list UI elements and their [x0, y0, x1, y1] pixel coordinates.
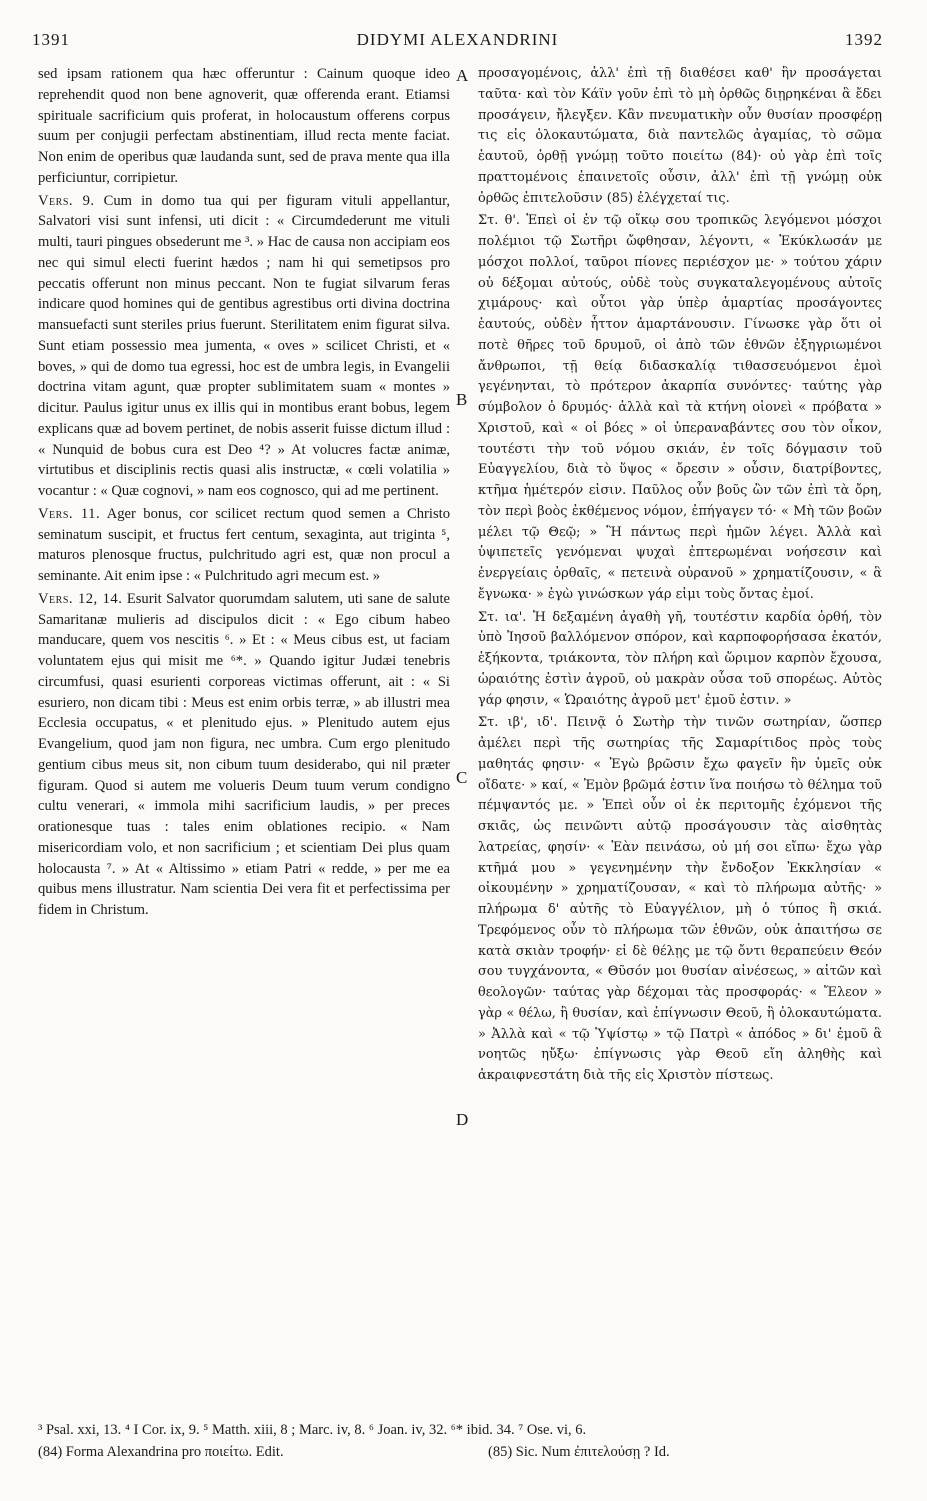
- verse-label: Στ. ιβ', ιδ'.: [478, 715, 558, 731]
- note-84: (84) Forma Alexandrina pro ποιείτω. Edit.: [38, 1444, 284, 1460]
- greek-paragraph-3: [478, 608, 882, 712]
- verse-label: Στ. ια'.: [478, 609, 527, 625]
- page-header: [32, 30, 883, 54]
- verse-label: Στ. θ'.: [478, 213, 521, 229]
- greek-paragraph-text: Ἐπεὶ οἱ ἐν τῷ οἴκῳ σου τροπικῶς λεγόμενοι μόσχοι πολέμιοι τῷ Σωτῆρι ὤφθησαν, λέγοντι, « Ἐκύκλωσάν με μόσχοι πολλοί, ταῦροι πίονες περιέσχον με· » τούτου χάριν οὐ δέξομαι αὐτούς, οὐδὲ τοὺς συγκαταλεγομένους αὐτοῖς χιμάρους· καὶ οὗτοι γὰρ ὑπὲρ ἁμαρτίας προσάγοντες ἑαυτούς, οὐδὲν ἧττον ἁμαρτάνουσιν. Γίνωσκε γὰρ ὅτι οἱ ποτὲ θῆρες τοῦ δρυμοῦ, οἱ ἀπὸ τῶν ἐθνῶν ἐξηγριωμένοι ἄνθρωποι, τῇ θείᾳ διδασκαλίᾳ τιθασσευόμενοι ἐμοὶ γεγένηνται, τὸ πρότερον ἀκαρπία συνόντες· ταύτης γὰρ σύμβολον ὁ δρυμός· ἀλλὰ καὶ τὰ κτήνη οἱονεὶ « πρόβατα » Χριστοῦ, καὶ « οἱ βόες » οἱ ὑπεραναβάντες σου τὸν οἶκον, τουτέστι τὴν τοῦ νόμου σκιάν, ἐν τοῖς δόγμασιν τοῦ Εὐαγγελίου, διὰ τὸ ὕψος « ὄρεσιν » οὖσιν, διατρίβοντες, κτῆμα ἡμέτερόν εἰσιν. Παῦλος οὖν βοῦς ὢν τῶν ἐπὶ τὰ ὄρη, τὸν περὶ βοὸς ἐκθέμενος νόμον, ἐπήγαγεν τό· « Μὴ τῶν βοῶν μέλει τῷ Θεῷ; » Ἢ πάντως περὶ ἡμῶν λέγει. Ἀλλὰ καὶ ὑψιπετεῖς γενόμεναι ψυχαὶ ἐπτερωμέναι νοήσεσιν καὶ ἐνεργείαις ὀρθαῖς, « πετεινὰ οὐρανοῦ » χρηματίζουσιν, « ἃ ἔγνωκα· » ἐγὼ γινώσκων γάρ εἰμι τοὺς ὄντας ἐμοί.: [478, 213, 882, 602]
- verse-label: Vers. 9.: [38, 192, 95, 209]
- margin-marker-c: C: [456, 768, 468, 787]
- page-number-left: 1391: [32, 30, 70, 49]
- greek-column: [478, 64, 882, 1384]
- latin-paragraph-text: Esurit Salvator quorumdam salutem, uti sane de salute Samaritanæ mulieris ad discipulos dicit : « Ego cibum habeo manducare, quem vos nescitis ⁶. » Et : « Meus cibus est, ut faciam voluntatem ejus qui misit me ⁶*. » Quando igitur Judæi tenebris circumfusi, quasi esurienti corporeas victimas offerunt, ait : « Si esuriero, non dicam tibi : Meus est enim orbis terræ, » ab illustri mea Ecclesia occupatus, « et plenitudo ejus. » Plenitudo autem ejus Evangelium, quod jam non figura, nec umbra. Cum ergo plenitudo gentium cibus meus sit, non cibum tuum desiderabo, qui nil præter figuram. Quod si autem me volueris Deum tuum verum condigno cultu venerari, « immola mihi sacrificium laudis, » per preces orationesque tuas : tales enim oblationes recipio. « Nam misericordiam volo, et non sacrificium ; et scientiam Dei plus quam holocausta ⁷. » At « Altissimo » etiam Patri « redde, » per me ea quibus mens illustratur. Nam scientia Dei vera fit et perfectissima per fidem in Christum.: [38, 590, 450, 918]
- latin-paragraph-4: [38, 589, 450, 921]
- greek-paragraph-4: [478, 713, 882, 1087]
- latin-paragraph-1: sed ipsam rationem qua hæc offeruntur : Cainum quoque ideo reprehendit quod non bene agnoverit, quæ offerenda erant. Etiamsi spirituale sacrificium quis proferat, in holocaustum offerens corpus suum per conjugii perfectam abstinentiam, illud recta mente faciat. Non enim de operibus quæ laudanda sunt, sed de prava mente qua illa perficiuntur, corripietur.: [38, 66, 450, 186]
- margin-marker-a: A: [456, 66, 469, 85]
- verse-label: Vers. 12, 14.: [38, 590, 123, 607]
- greek-paragraph-text: Πεινᾷ ὁ Σωτὴρ τὴν τινῶν σωτηρίαν, ὥσπερ ἀμέλει περὶ τῆς σωτηρίας τῆς Σαμαρίτιδος πρὸς τοὺς μαθητάς φησιν· « Ἐγὼ βρῶσιν ἔχω φαγεῖν ἣν ὑμεῖς οὐκ οἴδατε· » καί, « Ἐμὸν βρῶμά ἐστιν ἵνα ποιήσω τὸ θέλημα τοῦ πέμψαντός με. » Ἐπεὶ οὖν οἱ ἐκ περιτομῆς ἐχόμενοι τῆς σκιᾶς, ὡς πεινῶντι αὐτῷ προσάγουσιν τὰς αἰσθητὰς λατρείας, φησίν· « Ἐὰν πεινάσω, οὐ μή σοι εἴπω· ἔχω γὰρ κτῆμά μου » γεγενημένην τὴν ἔνδοξον Ἐκκλησίαν « οἰκουμένην » χρηματίζουσαν, « καὶ τὸ πλήρωμα αὐτῆς· » πλήρωμα δ' αὐτῆς τὸ Εὐαγγέλιον, μὴ ὁ τύπος ἢ σκιά. Τρεφόμενος οὖν τὸ πλήρωμα τῶν ἐθνῶν, οὐκ ἀπαιτήσω σε κατὰ σκιὰν τροφήν· εἰ δὲ θέλῃς με τῷ ὄντι θεραπεύειν Θεόν σου τυγχάνοντα, « Θῦσόν μοι θυσίαν αἰνέσεως, » αἰτῶν καὶ θεολογῶν· ταύτας γὰρ δέχομαι τὰς προσφοράς· « Ἔλεον » γὰρ « θέλω, ἢ θυσίαν, καὶ ἐπίγνωσιν Θεοῦ, ἢ ὁλοκαυτώματα. » Ἀλλὰ καὶ « τῷ Ὑψίστῳ » τῷ Πατρὶ « ἀπόδος » δι' ἐμοῦ ἃ νοητῶς ηὔξω· ἐπίγνωσις γὰρ Θεοῦ εἴη ἀληθὴς καὶ ἀκραιφνεστάτη διὰ τῆς εἰς Χριστὸν πίστεως.: [478, 715, 882, 1083]
- verse-label: Vers. 11.: [38, 505, 101, 522]
- margin-marker-b: B: [456, 390, 468, 409]
- greek-paragraph-2: [478, 211, 882, 605]
- note-85: (85) Sic. Num ἐπιτελούσῃ ? Id.: [488, 1444, 670, 1460]
- footnote-references: ³ Psal. xxi, 13. ⁴ I Cor. ix, 9. ⁵ Matth. xiii, 8 ; Marc. iv, 8. ⁶ Joan. iv, 32. ⁶* ibid. 34. ⁷ Ose. vi, 6.: [38, 1422, 587, 1438]
- latin-paragraph-text: Cum in domo tua qui per figuram vituli appellantur, Salvatori visi sunt infensi, uti dicit : « Circumdederunt me vituli multi, tauri pingues obsederunt me ³. » Hac de causa non accipiam eos nec qui simul electi fuerint hædos ; nam hi qui semetipsos pro peccatis offerunt non minus peccant. Non te fugiat silvarum feras indicare quod homines qui de gentibus agrestibus orti divina doctrina mansuefacti sunt steriles prius fuerunt. Sterilitatem enim figurat silva. Sunt etiam possessio mea jumenta, « oves » scilicet Christi, et « boves, » qui de domo tua egressi, hoc est de umbra legis, in Evangelii doctrina vitam agunt, quæ propter sublimitatem suam « montes » dicitur. Paulus igitur unus ex illis qui in montibus erant bobus, legem explicans quæ ad bovem pertinet, de nobis asserit fuisse dictum illud : « Nunquid de bobus cura est Deo ⁴? » At volucres factæ animæ, virtutibus et disciplinis rectis quasi alis instructæ, « cœli volatilia » vocantur : « Quæ cognovi, » nam eos cognosco, qui ad me pertinent.: [38, 192, 450, 499]
- greek-paragraph-text: Ἡ δεξαμένη ἀγαθὴ γῆ, τουτέστιν καρδία ὀρθή, τὸν ὑπὸ Ἰησοῦ βαλλόμενον σπόρον, καὶ καρποφορήσασα ἑκατόν, ἑξήκοντα, τριάκοντα, τὸν πλήρη καὶ ὥριμον καρπὸν ἔχουσα, ὡραιότης ἐστὶν ἀγροῦ, οὐ μακρὰν οὖσα τοῦ σπορέως. Αὐτὸς γάρ φησιν, « Ὡραιότης ἀγροῦ μετ' ἐμοῦ ἐστιν. »: [478, 609, 882, 708]
- greek-paragraph-1: προσαγομένοις, ἀλλ' ἐπὶ τῇ διαθέσει καθ' ἣν προσάγεται ταῦτα· καὶ τὸν Κάϊν γοῦν ἐπὶ τὸ μὴ ὀρθῶς διῃρηκέναι ἃ ἔδει προσάγειν, ἤλεγξεν. Κἂν πνευματικὴν οὖν θυσίαν προσφέρῃ τις εἰς ὁλοκαυτώματα, διὰ παντελῶς ἀγαμίας, τὸ σῶμα ἑαυτοῦ, ὀρθῇ γνώμῃ τοῦτο ποιείτω (84)· οὐ γὰρ ἐπὶ τοῖς πραττομένοις ἐπαινετοῖς οὖσιν, ἀλλ' ἐπὶ τῇ γνώμῃ οὐκ ὀρθῶς ἐπιτελοῦσιν (85) ἐλέγχεταί τις.: [478, 66, 882, 206]
- running-title: DIDYMI ALEXANDRINI: [356, 30, 559, 49]
- latin-paragraph-3: [38, 504, 450, 587]
- margin-marker-d: D: [456, 1110, 469, 1129]
- latin-paragraph-text: Ager bonus, cor scilicet rectum quod semen a Christo seminatum suscipit, et fructus fert centum, sexaginta, aut triginta ⁵, maturos plenosque fructus, pulchritudo agri est, quæ non procul a seminante. Ait enim ipse : « Pulchritudo agri mecum est. »: [38, 505, 450, 584]
- latin-column: [38, 64, 450, 1399]
- latin-paragraph-2: [38, 191, 450, 502]
- page-number-right: 1392: [845, 30, 883, 49]
